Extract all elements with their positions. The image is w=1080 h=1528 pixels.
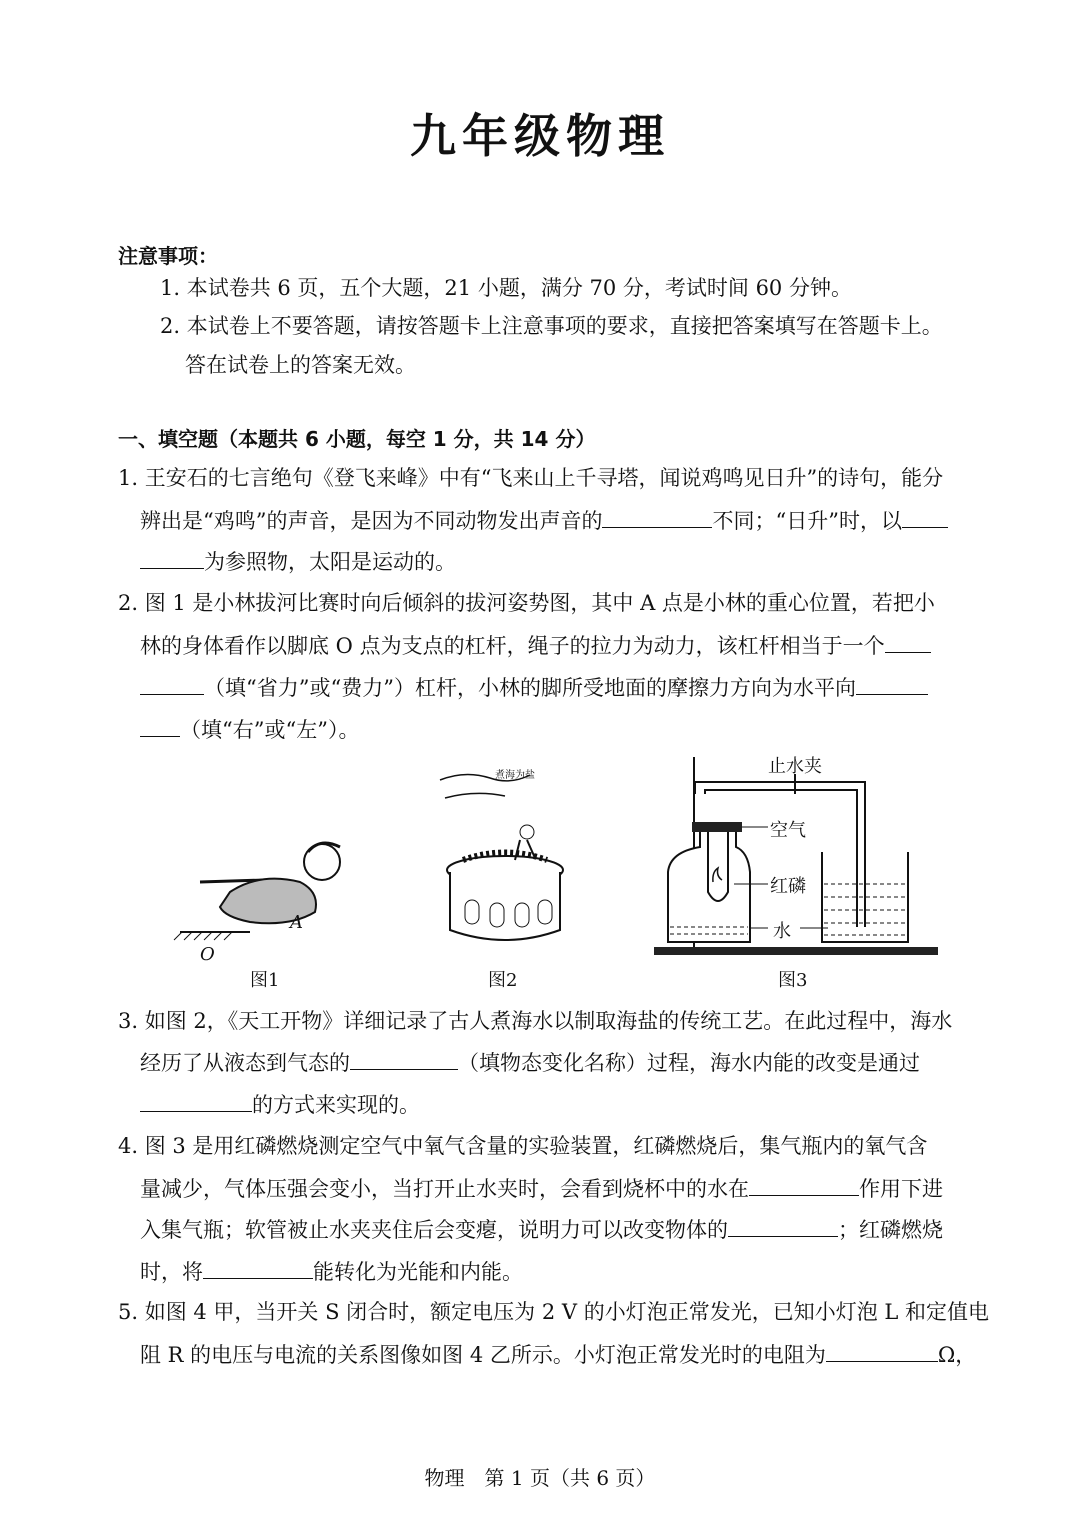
q1-line-1: 1. 王安石的七言绝句《登飞来峰》中有“飞来山上千寻塔，闻说鸡鸣见日升”的诗句，能分 — [118, 466, 944, 490]
q2-line-2 — [140, 630, 931, 661]
q2-line-4 — [140, 714, 359, 745]
q5-text-a: 阻 R 的电压与电流的关系图像如图 4 乙所示。小灯泡正常发光时的电阻为 — [140, 1343, 826, 1367]
answer-blank — [602, 505, 712, 528]
q3-line-2 — [140, 1047, 920, 1078]
answer-blank — [140, 546, 204, 569]
figure-row — [170, 752, 950, 992]
notice-heading: 注意事项： — [118, 244, 218, 268]
fig2-caption: 煮海为盐 — [495, 770, 535, 781]
q2-line-1: 2. 图 1 是小林拔河比赛时向后倾斜的拔河姿势图，其中 A 点是小林的重心位置，若把小 — [118, 591, 935, 615]
notice-item-3: 答在试卷上的答案无效。 — [185, 353, 416, 377]
q3-text-a: 经历了从液态到气态的 — [140, 1051, 350, 1075]
q4-text-a: 量减少，气体压强会变小，当打开止水夹时，会看到烧杯中的水在 — [140, 1177, 749, 1201]
answer-blank — [140, 1089, 252, 1112]
answer-blank — [902, 505, 948, 528]
answer-blank — [140, 714, 180, 737]
answer-blank — [885, 630, 931, 653]
answer-blank — [140, 672, 204, 695]
section-heading: 一、填空题（本题共 6 小题，每空 1 分，共 14 分） — [118, 427, 596, 451]
answer-blank — [350, 1047, 458, 1070]
q2-text-b: （填“省力”或“费力”）杠杆，小林的脚所受地面的摩擦力方向为水平向 — [204, 676, 856, 700]
q2-line-3 — [140, 672, 928, 703]
answer-blank — [203, 1256, 313, 1279]
q3-text-c: 的方式来实现的。 — [252, 1093, 420, 1117]
fig3-air-label: 空气 — [770, 820, 806, 841]
fig3-label: 图3 — [778, 970, 808, 991]
q5-text-b: Ω， — [937, 1343, 977, 1367]
q3-text-b: （填物态变化名称）过程，海水内能的改变是通过 — [458, 1051, 920, 1075]
answer-blank — [826, 1339, 938, 1362]
q4-line-2 — [140, 1173, 943, 1204]
answer-blank — [856, 672, 928, 695]
page-footer: 物理 第 1 页（共 6 页） — [424, 1466, 656, 1490]
figure-2-salt-boiling — [435, 760, 575, 960]
fig3-clip-label: 止水夹 — [768, 756, 822, 777]
q3-line-1: 3. 如图 2，《天工开物》详细记录了古人煮海水以制取海盐的传统工艺。在此过程中，海水 — [118, 1009, 953, 1033]
q1-line-3 — [140, 546, 456, 577]
fig3-water-label: 水 — [773, 921, 791, 942]
q4-text-c: 入集气瓶；软管被止水夹夹住后会变瘪，说明力可以改变物体的 — [140, 1218, 728, 1242]
q1-text-a: 辨出是“鸡鸣”的声音，是因为不同动物发出声音的 — [140, 509, 603, 533]
notice-item-2: 2. 本试卷上不要答题，请按答题卡上注意事项的要求，直接把答案填写在答题卡上。 — [160, 314, 943, 338]
fig2-label: 图2 — [488, 970, 518, 991]
page-title: 九年级物理 — [410, 109, 670, 163]
figure-3-apparatus — [650, 752, 950, 962]
q5-line-2 — [140, 1339, 976, 1370]
q4-line-3 — [140, 1214, 943, 1245]
q1-line-2 — [140, 505, 948, 536]
fig3-phosphorus-label: 红磷 — [770, 876, 806, 897]
fig1-point-a: A — [290, 912, 303, 933]
q4-text-d: ；红磷燃烧 — [838, 1218, 943, 1242]
figure-1-tug-of-war — [170, 812, 370, 962]
q4-line-1: 4. 图 3 是用红磷燃烧测定空气中氧气含量的实验装置，红磷燃烧后，集气瓶内的氧气含 — [118, 1134, 928, 1158]
q4-line-4 — [140, 1256, 523, 1287]
q4-text-b: 作用下进 — [859, 1177, 943, 1201]
q1-text-b: 不同；“日升”时，以 — [712, 509, 902, 533]
q4-text-e: 时，将 — [140, 1260, 203, 1284]
q2-text-a: 林的身体看作以脚底 O 点为支点的杠杆，绳子的拉力为动力，该杠杆相当于一个 — [140, 634, 885, 658]
q1-text-c: 为参照物，太阳是运动的。 — [204, 550, 456, 574]
q2-text-c: （填“右”或“左”）。 — [180, 718, 360, 742]
q3-line-3 — [140, 1089, 420, 1120]
fig1-label: 图1 — [250, 970, 280, 991]
answer-blank — [749, 1173, 859, 1196]
answer-blank — [728, 1214, 838, 1237]
fig1-point-o: O — [200, 944, 215, 965]
q4-text-f: 能转化为光能和内能。 — [313, 1260, 523, 1284]
q5-line-1: 5. 如图 4 甲，当开关 S 闭合时，额定电压为 2 V 的小灯泡正常发光，已知小灯泡 L 和定值电 — [118, 1300, 990, 1324]
notice-item-1: 1. 本试卷共 6 页，五个大题，21 小题，满分 70 分，考试时间 60 分钟。 — [160, 276, 852, 300]
